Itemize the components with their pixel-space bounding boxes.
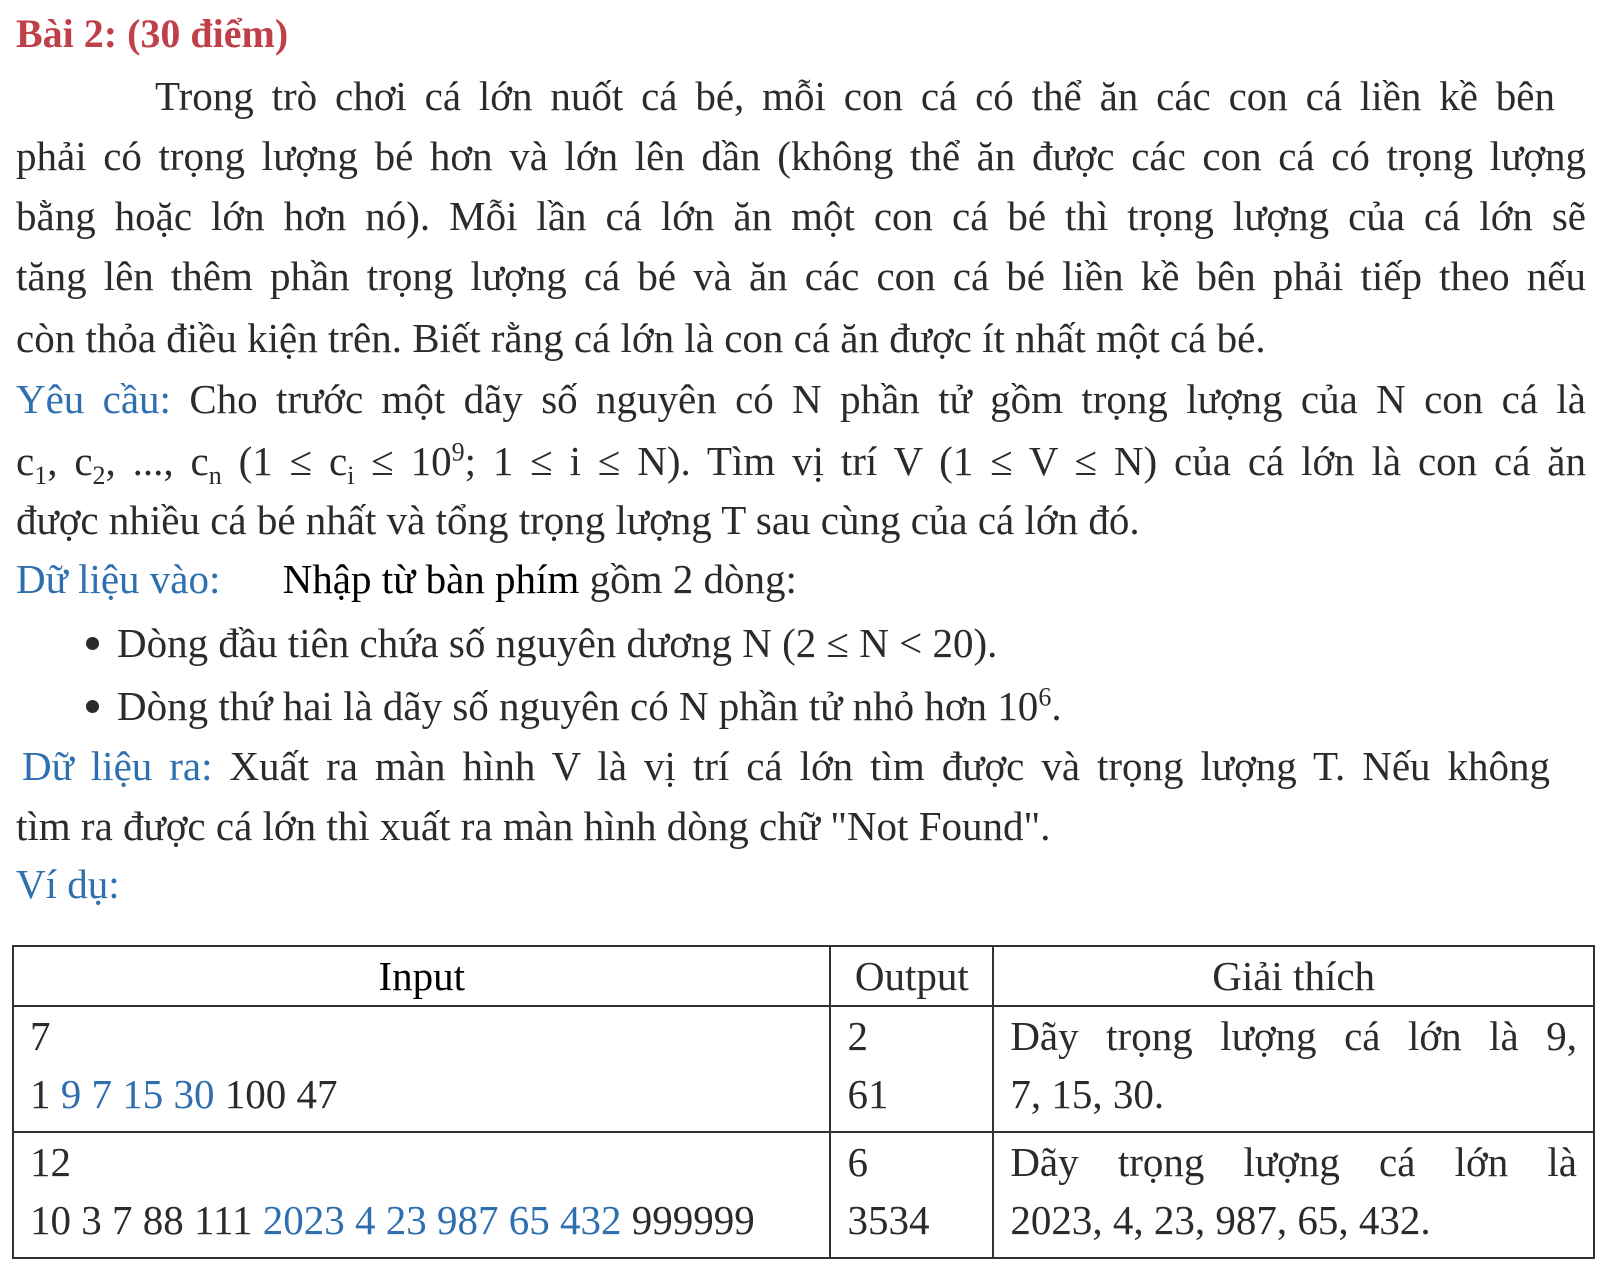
- requirement-text: Cho trước một dãy số nguyên có N phần tử gồm trọng lượng của N con cá là: [189, 376, 1586, 422]
- requirement-label: Yêu cầu:: [16, 376, 171, 422]
- paragraph-line-1: Trong trò chơi cá lớn nuốt cá bé, mỗi con cá có thể ăn các con cá liền kề bên: [155, 73, 1555, 119]
- table-header-row: [13, 946, 1594, 1006]
- exercise-title: Bài 2: (30 điểm): [16, 11, 289, 56]
- paragraph-line-3: bằng hoặc lớn hơn nó). Mỗi lần cá lớn ăn một con cá bé thì trọng lượng của cá lớn sẽ: [16, 193, 1586, 239]
- var-c2: c: [74, 438, 93, 484]
- input-cell: 12 10 3 7 88 111 2023 4 23 987 65 432 999999: [13, 1132, 830, 1258]
- bullet-icon: [86, 637, 99, 650]
- input-bullet-2: Dòng thứ hai là dãy số nguyên có N phần tử nhỏ hơn $10^6$.: [86, 680, 1600, 732]
- examples-table: [12, 945, 1595, 1259]
- bullet-icon: [86, 700, 99, 713]
- header-explanation: Giải thích: [993, 946, 1594, 1006]
- highlighted-sequence: 9 7 15 30: [60, 1071, 215, 1117]
- requirement-range-text: ; 1 ≤ i ≤ N). Tìm vị trí V (1 ≤ V ≤ N) của cá lớn là con cá ăn: [464, 438, 1587, 484]
- example-label: Ví dụ:: [16, 861, 120, 907]
- output-spec-line-2: tìm ra được cá lớn thì xuất ra màn hình dòng chữ "Not Found".: [16, 803, 1051, 849]
- input-spec-rest: gồm 2 dòng:: [589, 556, 797, 602]
- input-cell: 7 1 9 7 15 30 100 47: [13, 1006, 830, 1132]
- var-c1: c: [16, 438, 35, 484]
- output-spec-label: Dữ liệu ra:: [22, 743, 213, 789]
- output-spec-line-1: Dữ liệu ra: Xuất ra màn hình V là vị trí cá lớn tìm được và trọng lượng T. Nếu không: [22, 743, 1550, 789]
- header-input: Input: [13, 946, 830, 1006]
- table-row: [13, 1132, 1594, 1258]
- explanation-cell: Dãy trọng lượng cá lớn là 9, 7, 15, 30.: [993, 1006, 1594, 1132]
- paragraph-line-4: tăng lên thêm phần trọng lượng cá bé và ăn các con cá bé liền kề bên phải tiếp theo nếu: [16, 253, 1586, 299]
- requirement-line-1: [16, 373, 1586, 425]
- var-cn: c: [190, 438, 209, 484]
- input-bullet-1: Dòng đầu tiên chứa số nguyên dương N (2 ≤ N < 20).: [86, 617, 1600, 669]
- requirement-line-3: được nhiều cá bé nhất và tổng trọng lượng T sau cùng của cá lớn đó.: [16, 497, 1140, 543]
- input-method: Nhập từ bàn phím: [282, 556, 580, 602]
- header-output: Output: [830, 946, 993, 1006]
- paragraph-line-2: phải có trọng lượng bé hơn và lớn lên dần (không thể ăn được các con cá có trọng lượng: [16, 133, 1586, 179]
- input-spec-label: Dữ liệu vào:: [16, 556, 221, 602]
- explanation-cell: Dãy trọng lượng cá lớn là 2023, 4, 23, 987, 65, 432.: [993, 1132, 1594, 1258]
- output-cell: 2 61: [830, 1006, 993, 1132]
- highlighted-sequence: 2023 4 23 987 65 432: [262, 1197, 622, 1243]
- paragraph-line-5: còn thỏa điều kiện trên. Biết rằng cá lớn là con cá ăn được ít nhất một cá bé.: [16, 315, 1266, 361]
- output-cell: 6 3534: [830, 1132, 993, 1258]
- requirement-line-2: $c_1$, $c_2$, ..., $c_n$ ($1 \le c_i \le 10^9$; 1 ≤ i ≤ N). Tìm vị trí V (1 ≤ V ≤ N) của cá lớn là con cá ăn: [16, 437, 1587, 491]
- input-spec-line: [16, 553, 1586, 605]
- table-row: [13, 1006, 1594, 1132]
